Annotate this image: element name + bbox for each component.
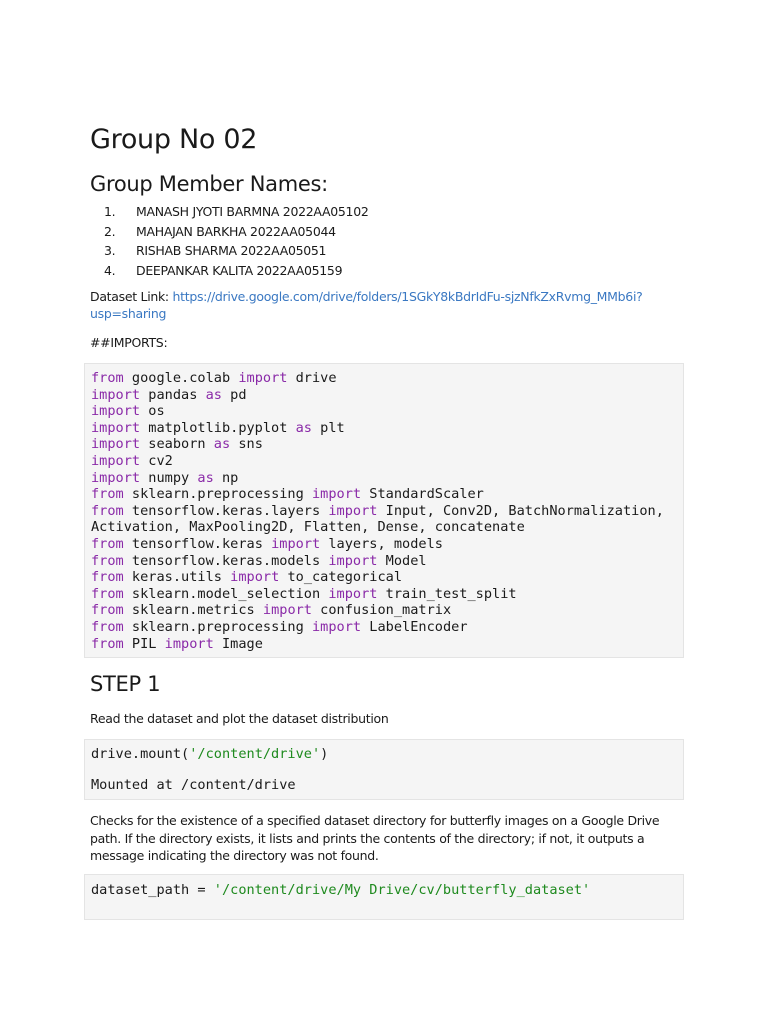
imports-heading: ##IMPORTS: — [90, 335, 168, 350]
code-keyword: import — [91, 452, 141, 469]
code-keyword: import — [230, 569, 280, 586]
code-string: '/content/drive' — [189, 746, 321, 762]
code-keyword: import — [262, 602, 312, 619]
list-item-number: 1. — [104, 204, 116, 219]
step1-heading: STEP 1 — [90, 672, 161, 696]
dataset-link-line2: usp=sharing — [90, 306, 167, 321]
code-text: drive — [287, 370, 337, 386]
list-item-number: 4. — [104, 262, 116, 278]
code-text: np — [213, 469, 239, 486]
code-string: '/content/drive/My Drive/cv/butterfly_dataset' — [213, 882, 591, 898]
mount-code-cell[interactable] — [84, 739, 684, 800]
code-text: StandardScaler — [361, 486, 484, 503]
code-text: sklearn.preprocessing — [123, 486, 312, 503]
code-text: Model — [377, 552, 427, 569]
page-title: Group No 02 — [90, 124, 258, 155]
code-text: drive.mount( — [91, 746, 190, 762]
dataset-link[interactable] — [90, 289, 642, 321]
code-text: google.colab — [123, 370, 239, 386]
code-text: ) — [320, 746, 329, 762]
code-text: os — [140, 403, 165, 420]
code-text: confusion_matrix — [312, 602, 452, 619]
code-text: sklearn.metrics — [123, 602, 263, 619]
code-keyword: from — [91, 602, 124, 619]
code-keyword: import — [271, 535, 321, 552]
imports-code — [85, 370, 683, 652]
code-text: pandas — [140, 386, 206, 403]
code-text: sklearn.model_selection — [123, 585, 329, 602]
code-text: Image — [213, 635, 263, 652]
code-keyword: import — [328, 502, 378, 519]
mount-code — [85, 746, 683, 763]
dataset-path-code-cell[interactable] — [84, 874, 684, 920]
code-keyword: import — [91, 403, 141, 420]
step1-description: Read the dataset and plot the dataset distribution — [90, 711, 389, 726]
code-keyword: import — [328, 585, 378, 602]
dataset-link-line1: https://drive.google.com/drive/folders/1SGkY8kBdrIdFu-sjzNfkZxRvmg_MMb6i? — [172, 289, 643, 304]
code-keyword: from — [91, 552, 124, 569]
member-name: MAHAJAN BARKHA 2022AA05044 — [136, 223, 336, 239]
code-text: cv2 — [140, 452, 173, 469]
code-keyword: import — [328, 552, 378, 569]
code-keyword: from — [91, 502, 124, 519]
code-keyword: import — [164, 635, 214, 652]
code-keyword: import — [91, 436, 141, 453]
code-text: tensorflow.keras.models — [123, 552, 329, 569]
code-keyword: from — [91, 370, 124, 386]
code-keyword: as — [197, 469, 214, 486]
code-text: dataset_path = — [91, 882, 214, 898]
code-text: keras.utils — [123, 569, 231, 586]
code-keyword: import — [312, 618, 362, 635]
code-text: sklearn.preprocessing — [123, 618, 312, 635]
code-keyword: as — [213, 436, 231, 453]
code-keyword: from — [91, 635, 124, 652]
code-text: to_categorical — [279, 569, 403, 586]
code-keyword: import — [91, 469, 141, 486]
code-keyword: from — [91, 618, 124, 635]
code-text: LabelEncoder — [361, 618, 468, 635]
code-text: train_test_split — [377, 585, 517, 602]
code-text: pd — [221, 386, 247, 403]
code-keyword: import — [91, 419, 141, 436]
mount-output: Mounted at /content/drive — [91, 776, 296, 793]
code-keyword: from — [91, 569, 124, 586]
code-text: seaborn — [140, 436, 214, 453]
checks-description: Checks for the existence of a specified dataset directory for butterfly images on a Google Drive path. If the directory exists, it lists and prints the contents of the directory; if not, it outputs a message indicating the directory was not found. — [90, 813, 660, 863]
code-text: Activation, MaxPooling2D, Flatten, Dense, concatenate — [91, 519, 525, 536]
dataset-link-paragraph — [90, 288, 684, 322]
code-keyword: import — [91, 386, 141, 403]
member-name: DEEPANKAR KALITA 2022AA05159 — [136, 262, 343, 278]
members-heading: Group Member Names: — [90, 172, 328, 196]
code-text: numpy — [140, 469, 198, 486]
imports-code-cell[interactable] — [84, 363, 684, 658]
code-text: matplotlib.pyplot — [140, 419, 296, 436]
code-text: tensorflow.keras — [123, 535, 272, 552]
code-keyword: import — [238, 370, 288, 386]
code-keyword: from — [91, 585, 124, 602]
code-text: layers, models — [320, 535, 443, 552]
member-name: RISHAB SHARMA 2022AA05051 — [136, 243, 327, 258]
code-keyword: as — [295, 419, 312, 436]
member-name: MANASH JYOTI BARMNA 2022AA05102 — [136, 204, 369, 219]
code-keyword: from — [91, 535, 124, 552]
list-item-number: 2. — [104, 223, 116, 239]
code-text: PIL — [123, 635, 165, 652]
dataset-link-label: Dataset Link: — [90, 289, 173, 304]
code-keyword: import — [312, 486, 362, 503]
code-text: plt — [311, 419, 345, 436]
dataset-path-code — [85, 882, 683, 899]
list-item-number: 3. — [104, 243, 116, 258]
code-keyword: from — [91, 486, 124, 503]
code-text: tensorflow.keras.layers — [123, 502, 329, 519]
code-text: Input, Conv2D, BatchNormalization, — [377, 502, 664, 519]
code-text: sns — [230, 436, 263, 453]
code-keyword: as — [205, 386, 222, 403]
